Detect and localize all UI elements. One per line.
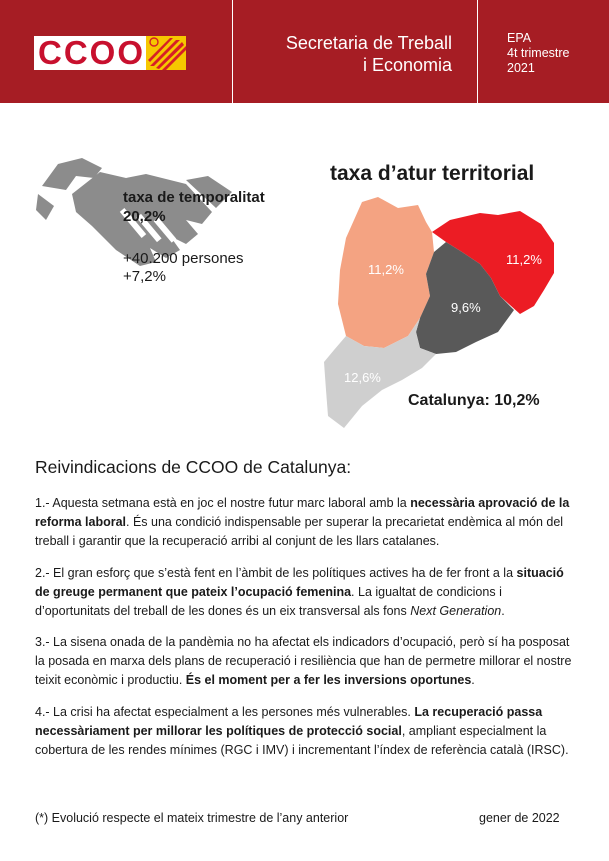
temporality-title: taxa de temporalitat (123, 189, 265, 206)
paragraph-2-italic: Next Generation (410, 604, 502, 618)
header-meta-quarter: 4t trimestre (507, 46, 570, 60)
section-title: Reivindicacions de CCOO de Catalunya: (35, 457, 352, 477)
paragraph-1 (35, 494, 575, 551)
territorial-title: taxa d’atur territorial (330, 162, 535, 185)
map-label-girona: 11,2% (506, 252, 542, 267)
paragraph-3 (35, 633, 575, 690)
temporality-persons: +40.200 persones (123, 250, 244, 267)
paragraph-3-text-a: 3.- La sisena onada de la pandèmia no ha afectat els indicadors d’ocupació, però sí ha posposat la posada en marxa dels plans de recuperació i resiliència que han de permetre millorar el nostre teixit econòmic i productiu. (35, 635, 572, 687)
paragraph-2-text-a: 2.- El gran esforç que s’està fent en l’àmbit de les polítiques actives ha de fer front a la (35, 566, 517, 580)
paragraph-2 (35, 564, 575, 621)
header-divider-right (477, 0, 478, 103)
header-title-line1: Secretaria de Treball (285, 33, 452, 53)
catalonia-total: Catalunya: 10,2% (408, 392, 540, 409)
paragraph-1-text-a: 1.- Aquesta setmana està en joc el nostre futur marc laboral amb la (35, 496, 411, 510)
header-divider-left (232, 0, 233, 103)
footer-note: (*) Evolució respecte el mateix trimestre de l’any anterior (35, 811, 349, 825)
temporality-percent: +7,2% (123, 268, 166, 285)
map-label-lleida: 11,2% (368, 262, 404, 277)
temporality-value: 20,2% (123, 208, 166, 225)
header-meta-survey: EPA (507, 31, 532, 45)
paragraph-4-text-b: , ampliant especialment la cobertura de les rendes mínimes (RGC i IMV) i incrementant l’índex de referència català (IRSC). (35, 724, 569, 757)
header-title-line2: i Economia (362, 55, 452, 75)
paragraph-4-text-a: 4.- La crisi ha afectat especialment a les persones més vulnerables. (35, 705, 415, 719)
paragraph-2-text-b: . La igualtat de condicions i d’oportunitats del treball de les dones és un eix transversal als fons (35, 585, 502, 618)
paragraph-3-bold: És el moment per a fer les inversions oportunes (185, 673, 472, 687)
paragraph-3-text-b: . (471, 673, 475, 687)
header-banner (0, 0, 609, 103)
header-meta (507, 31, 597, 76)
footer-date: gener de 2022 (479, 811, 560, 825)
paragraph-1-bold: necessària aprovació de la reforma laboral (35, 496, 570, 529)
ccoo-logo (34, 36, 186, 70)
header-meta-year: 2021 (507, 61, 535, 75)
map-label-tarragona: 12,6% (344, 370, 381, 385)
paragraph-2-text-c: . (501, 604, 505, 618)
paragraph-1-text-b: . És una condició indispensable per superar la precarietat endèmica al món del treball i garantir que la recuperació arribi al conjunt de les llars catalanes. (35, 515, 564, 548)
paragraph-2-bold: situació de greuge permanent que pateix l’ocupació femenina (35, 566, 564, 599)
logo-text: CCOO (34, 36, 186, 70)
paragraph-4 (35, 703, 575, 760)
paragraph-4-bold: La recuperació passa necessàriament per millorar les polítiques de protecció social (35, 705, 543, 738)
header-title (248, 32, 452, 76)
senyera-flag-icon (146, 36, 186, 70)
map-label-barcelona: 9,6% (451, 300, 481, 315)
